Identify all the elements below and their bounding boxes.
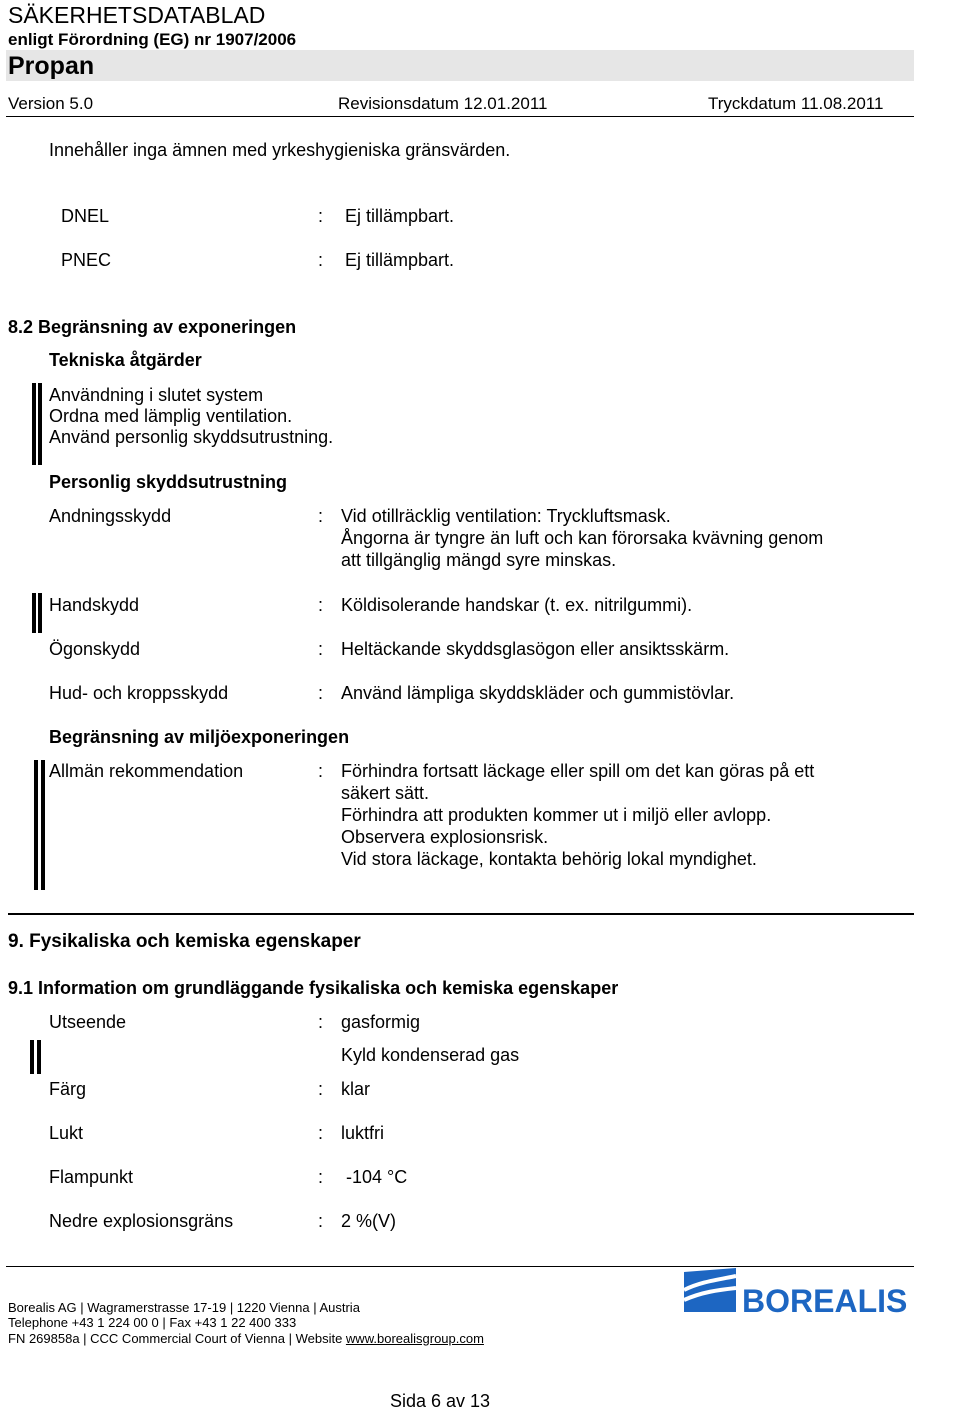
ppe-heading: Personlig skyddsutrustning	[49, 472, 288, 492]
header-divider	[6, 116, 914, 117]
odor-value: luktfri	[341, 1123, 385, 1143]
appearance-value-2: Kyld kondenserad gas	[341, 1045, 520, 1065]
respiratory-label: Andningsskydd	[49, 506, 172, 526]
product-name: Propan	[8, 52, 95, 80]
eye-colon: :	[318, 639, 324, 659]
version-label: Version 5.0	[8, 94, 94, 113]
print-date: Tryckdatum 11.08.2011	[708, 94, 884, 113]
odor-colon: :	[318, 1123, 324, 1143]
technical-line: Ordna med lämplig ventilation.	[49, 406, 293, 426]
change-bar	[32, 383, 36, 465]
appearance-value: gasformig	[341, 1012, 421, 1032]
appearance-label: Utseende	[49, 1012, 127, 1032]
change-bar	[41, 760, 45, 890]
skin-colon: :	[318, 683, 324, 703]
section-9-1-title: 9.1 Information om grundläggande fysikaliska och kemiska egenskaper	[8, 978, 619, 998]
general-line: säkert sätt.	[341, 783, 430, 803]
color-label: Färg	[49, 1079, 87, 1099]
change-bar	[38, 383, 42, 465]
lower-explosion-colon: :	[318, 1211, 324, 1231]
section-divider	[8, 913, 914, 915]
footer-registration-text: FN 269858a | CCC Commercial Court of Vienna | Website	[8, 1331, 346, 1346]
color-value: klar	[341, 1079, 371, 1099]
lower-explosion-value: 2 %(V)	[341, 1211, 397, 1231]
general-line: Förhindra att produkten kommer ut i miljö eller avlopp.	[341, 805, 772, 825]
general-line: Observera explosionsrisk.	[341, 827, 549, 847]
odor-label: Lukt	[49, 1123, 84, 1143]
pnec-label: PNEC	[61, 250, 112, 270]
technical-line: Användning i slutet system	[49, 385, 264, 405]
technical-line: Använd personlig skyddsutrustning.	[49, 427, 334, 447]
website-link[interactable]: www.borealisgroup.com	[345, 1331, 484, 1346]
eye-label: Ögonskydd	[49, 639, 141, 659]
color-colon: :	[318, 1079, 324, 1099]
flash-point-value: -104 °C	[346, 1167, 408, 1187]
respiratory-colon: :	[318, 506, 324, 526]
skin-label: Hud- och kroppsskydd	[49, 683, 229, 703]
pnec-colon: :	[318, 250, 324, 270]
respiratory-line: att tillgänglig mängd syre minskas.	[341, 550, 617, 570]
section-9-title: 9. Fysikaliska och kemiska egenskaper	[8, 931, 361, 952]
eye-value: Heltäckande skyddsglasögon eller ansiktsskärm.	[341, 639, 730, 659]
change-bar	[38, 593, 42, 633]
general-label: Allmän rekommendation	[49, 761, 244, 781]
general-line: Vid stora läckage, kontakta behörig lokal myndighet.	[341, 849, 757, 869]
section-8-2-title: 8.2 Begränsning av exponeringen	[8, 317, 297, 337]
regulation-subtitle: enligt Förordning (EG) nr 1907/2006	[8, 30, 297, 49]
skin-value: Använd lämpliga skyddskläder och gummistövlar.	[341, 683, 735, 703]
intro-text: Innehåller inga ämnen med yrkeshygieniska gränsvärden.	[49, 140, 511, 160]
respiratory-line: Vid otillräcklig ventilation: Tryckluftsmask.	[341, 506, 671, 526]
document-title: SÄKERHETSDATABLAD	[8, 2, 266, 28]
change-bar	[34, 760, 38, 890]
dnel-colon: :	[318, 206, 324, 226]
hand-label: Handskydd	[49, 595, 140, 615]
footer-registration	[8, 1331, 484, 1347]
dnel-value: Ej tillämpbart.	[345, 206, 455, 226]
respiratory-line: Ångorna är tyngre än luft och kan förorsaka kvävning genom	[341, 528, 824, 548]
page-number: Sida 6 av 13	[390, 1391, 491, 1411]
dnel-label: DNEL	[61, 206, 110, 226]
technical-heading: Tekniska åtgärder	[49, 350, 202, 370]
footer-divider	[6, 1266, 914, 1267]
lower-explosion-label: Nedre explosionsgräns	[49, 1211, 234, 1231]
hand-colon: :	[318, 595, 324, 615]
footer-phone: Telephone +43 1 224 00 0 | Fax +43 1 22 400 333	[8, 1315, 297, 1330]
flash-point-colon: :	[318, 1167, 324, 1187]
hand-value: Köldisolerande handskar (t. ex. nitrilgummi).	[341, 595, 693, 615]
general-line: Förhindra fortsatt läckage eller spill om det kan göras på ett	[341, 761, 815, 781]
flash-point-label: Flampunkt	[49, 1167, 134, 1187]
footer-address: Borealis AG | Wagramerstrasse 17-19 | 1220 Vienna | Austria	[8, 1300, 360, 1315]
change-bar	[30, 1040, 34, 1074]
product-band	[6, 50, 914, 81]
env-heading: Begränsning av miljöexponeringen	[49, 727, 350, 747]
revision-date: Revisionsdatum 12.01.2011	[338, 94, 548, 113]
change-bar	[32, 593, 36, 633]
general-colon: :	[318, 761, 324, 781]
change-bar	[37, 1040, 41, 1074]
appearance-colon: :	[318, 1012, 324, 1032]
pnec-value: Ej tillämpbart.	[345, 250, 455, 270]
borealis-logo-text: BOREALIS	[742, 1283, 908, 1319]
borealis-logo-icon	[678, 1266, 742, 1314]
